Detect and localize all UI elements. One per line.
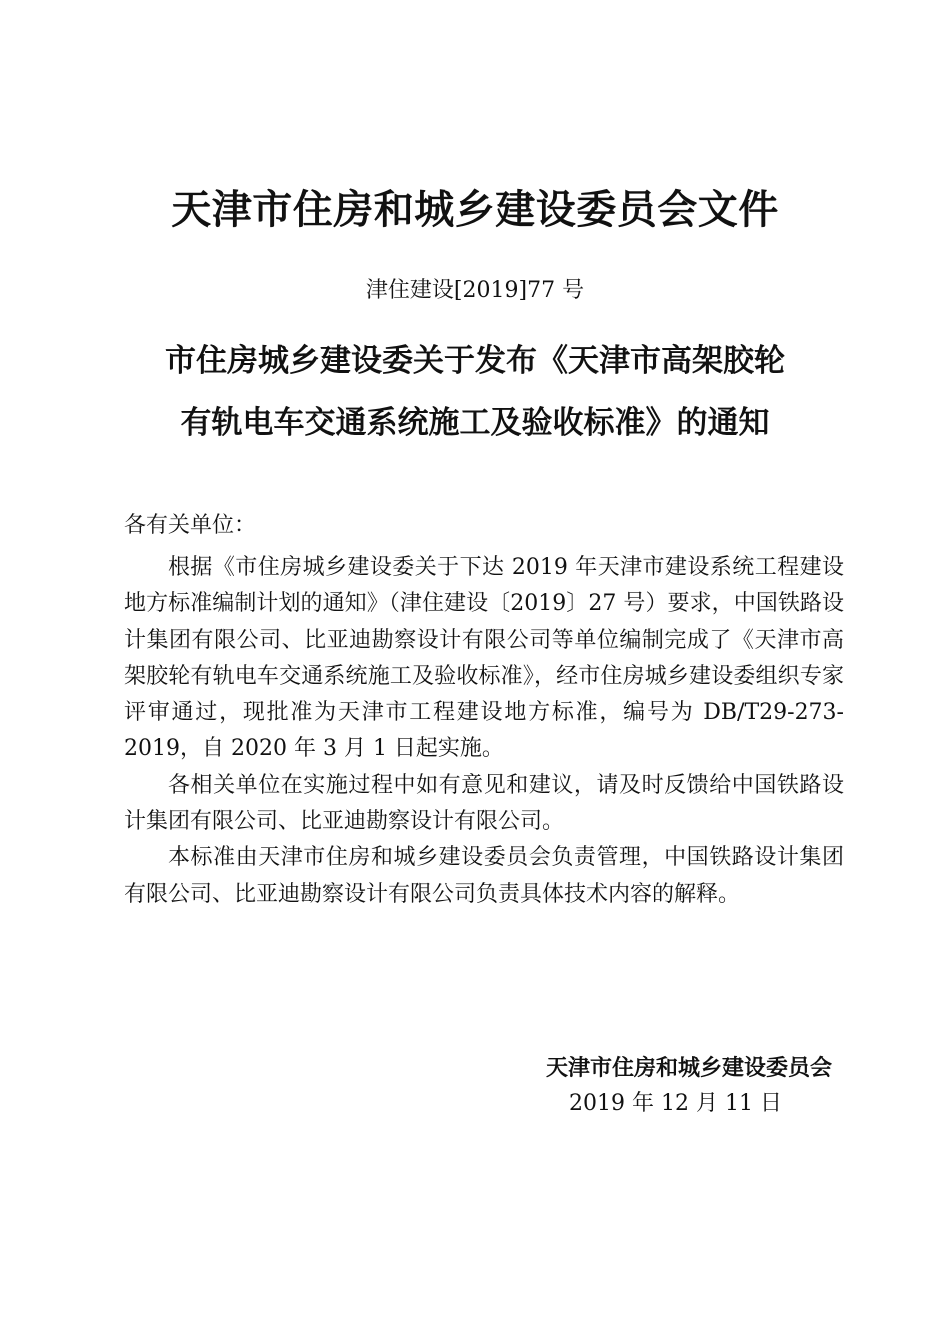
body-paragraph-1: 根据《市住房城乡建设委关于下达 2019 年天津市建设系统工程建设地方标准编制计划的通知》（津住建设〔2019〕27 号）要求，中国铁路设计集团有限公司、比亚迪勘察设计有限公司等单位编制完成了《天津市高架胶轮有轨电车交通系统施工及验收标准》，经市住房城乡建设委组织专家评审通过，现批准为天津市工程建设地方标准，编号为 DB/T29-273-2019，自 2020 年 3 月 1 日起实施。 (124, 555, 844, 762)
signature-date: 2019 年 12 月 11 日 (569, 1091, 782, 1116)
body-paragraph-3: 本标准由天津市住房和城乡建设委员会负责管理，中国铁路设计集团有限公司、比亚迪勘察设计有限公司负责具体技术内容的解释。 (124, 845, 844, 907)
body-paragraph-2: 各相关单位在实施过程中如有意见和建议，请及时反馈给中国铁路设计集团有限公司、比亚迪勘察设计有限公司。 (124, 772, 844, 835)
document-number: 津住建设[2019]77 号 (365, 278, 585, 303)
salutation: 各有关单位： (124, 513, 257, 538)
body-text (124, 550, 844, 913)
notice-title-line-1: 市住房城乡建设委关于发布《天津市高架胶轮 (165, 343, 785, 379)
notice-title-line-2: 有轨电车交通系统施工及验收标准》的通知 (180, 405, 770, 441)
notice-title (120, 330, 830, 454)
document-header-title: 天津市住房和城乡建设委员会文件 (171, 186, 779, 233)
signature-organization: 天津市住房和城乡建设委员会 (545, 1055, 832, 1081)
